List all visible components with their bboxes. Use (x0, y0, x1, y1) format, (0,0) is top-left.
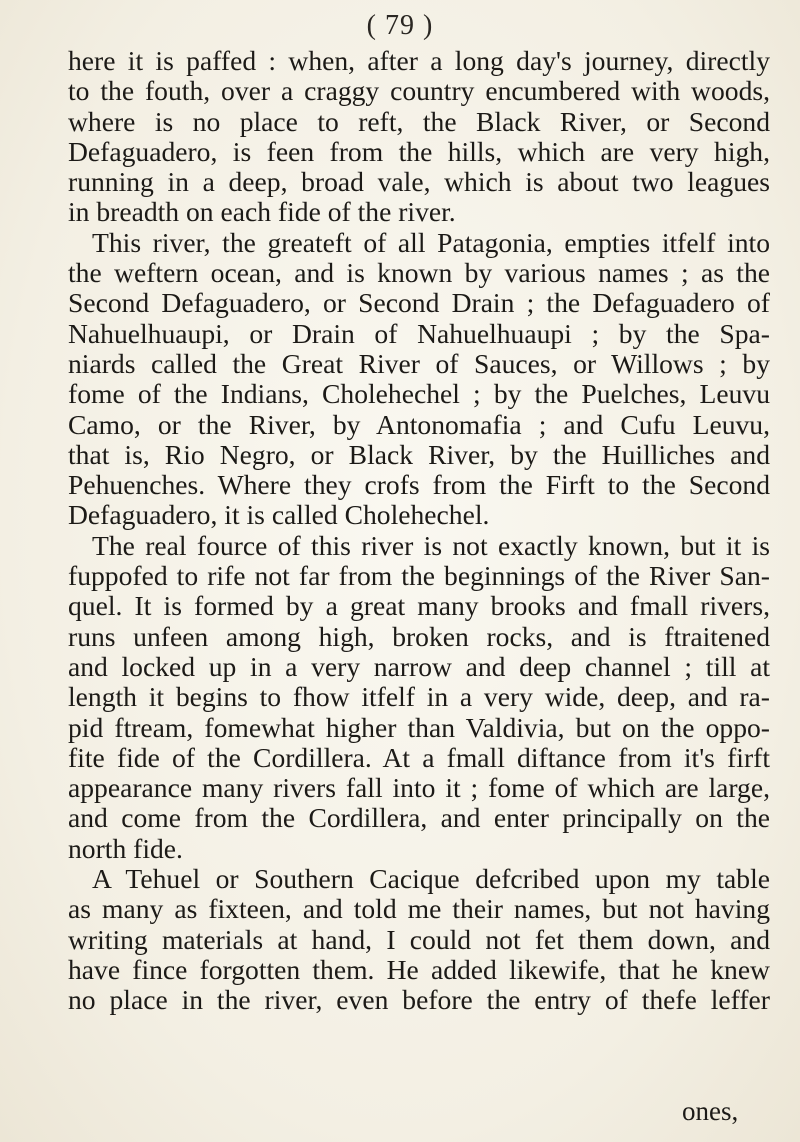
text-line: where is no place to reft, the Black River, or Second (68, 106, 770, 137)
text-line: Second Defaguadero, or Second Drain ; the Defaguadero of (68, 288, 770, 319)
page-number: ( 79 ) (366, 10, 434, 41)
text-line: The real fource of this river is not exactly known, but it is (92, 530, 770, 561)
text-line: Nahuelhuaupi, or Drain of Nahuelhuaupi ; by the Spa- (68, 318, 770, 349)
text-line: niards called the Great River of Sauces, or Willows ; by (68, 348, 770, 379)
text-line: that is, Rio Negro, or Black River, by the Huilliches and (68, 439, 770, 470)
text-line: and come from the Cordillera, and enter principally on the (68, 803, 770, 834)
body-text (68, 46, 770, 1016)
text-line: appearance many rivers fall into it ; fome of which are large, (68, 773, 770, 804)
text-line: to the fouth, over a craggy country encumbered with woods, (68, 76, 770, 107)
text-line: quel. It is formed by a great many brooks and fmall rivers, (68, 591, 770, 622)
text-line: in breadth on each fide of the river. (68, 197, 456, 228)
text-line: A Tehuel or Southern Cacique defcribed upon my table (92, 864, 770, 895)
text-line: Camo, or the River, by Antonomafia ; and Cufu Leuvu, (68, 409, 770, 440)
text-line: This river, the greateft of all Patagonia, empties itfelf into (92, 227, 770, 258)
catchword: ones, (682, 1096, 739, 1126)
text-line: Defaguadero, is feen from the hills, which are very high, (68, 136, 770, 167)
text-line: no place in the river, even before the entry of thefe leffer (68, 985, 770, 1016)
text-line: length it begins to fhow itfelf in a very wide, deep, and ra- (68, 682, 770, 713)
text-line: writing materials at hand, I could not fet them down, and (68, 924, 770, 955)
text-line: have fince forgotten them. He added likewife, that he knew (68, 954, 770, 985)
text-line: Pehuenches. Where they crofs from the Firft to the Second (68, 470, 770, 501)
text-line: the weftern ocean, and is known by various names ; as the (68, 258, 770, 289)
text-line: fome of the Indians, Cholehechel ; by the Puelches, Leuvu (68, 379, 770, 410)
text-line: running in a deep, broad vale, which is about two leagues (68, 167, 770, 198)
text-line: north fide. (68, 833, 183, 864)
text-line: runs unfeen among high, broken rocks, and is ftraitened (68, 621, 770, 652)
text-line: fite fide of the Cordillera. At a fmall diftance from it's firft (68, 742, 770, 773)
text-line: pid ftream, fomewhat higher than Valdivia, but on the oppo- (68, 712, 770, 743)
text-line: Defaguadero, it is called Cholehechel. (68, 500, 490, 531)
text-line: as many as fixteen, and told me their names, but not having (68, 894, 770, 925)
text-line: here it is paffed : when, after a long day's journey, directly (68, 46, 770, 76)
text-line: and locked up in a very narrow and deep channel ; till at (68, 651, 770, 682)
text-line: fuppofed to rife not far from the beginnings of the River San- (68, 561, 770, 592)
